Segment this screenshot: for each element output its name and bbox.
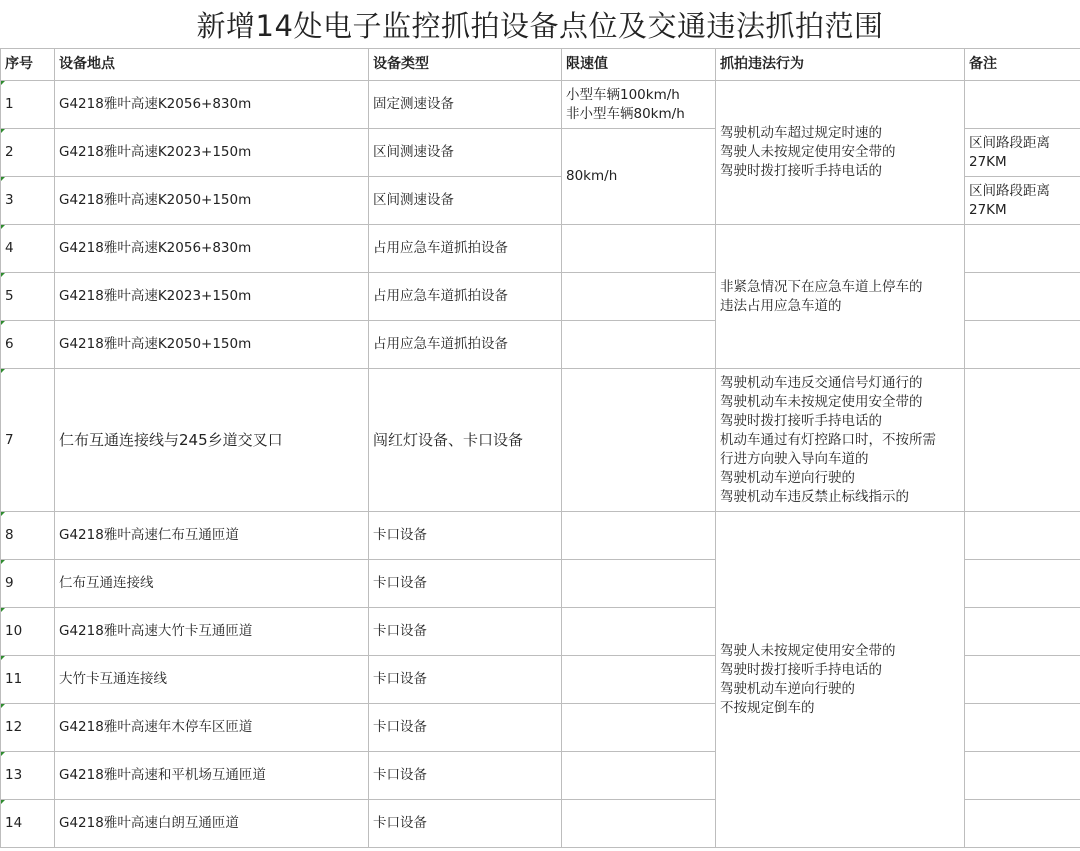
cell-remark [965,608,1080,656]
table-row [1,369,1080,512]
cell-speed [562,81,716,129]
cell-speed [562,752,716,800]
cell-location: G4218雅叶高速K2056+830m [55,225,369,273]
cell-type: 卡口设备 [369,800,562,848]
cell-violation-group-3 [716,369,965,512]
cell-remark [965,656,1080,704]
violation-line: 不按规定倒车的 [720,699,815,716]
cell-type: 卡口设备 [369,560,562,608]
cell-location: G4218雅叶高速K2050+150m [55,321,369,369]
cell-location: G4218雅叶高速年木停车区匝道 [55,704,369,752]
cell-location: 仁布互通连接线 [55,560,369,608]
cell-no: 10 [1,608,55,656]
cell-no: 11 [1,656,55,704]
cell-type: 卡口设备 [369,752,562,800]
cell-speed [562,656,716,704]
cell-speed [562,512,716,560]
cell-type: 卡口设备 [369,608,562,656]
cell-no: 7 [1,369,55,512]
cell-speed-merged: 80km/h [562,129,716,225]
cell-location: G4218雅叶高速K2050+150m [55,177,369,225]
cell-remark [965,512,1080,560]
speed-non-small-vehicle: 非小型车辆80km/h [566,106,685,122]
cell-speed [562,704,716,752]
cell-speed [562,608,716,656]
cell-violation-group-1 [716,81,965,225]
cell-no: 12 [1,704,55,752]
violation-line: 违法占用应急车道的 [720,297,842,314]
cell-no: 6 [1,321,55,369]
header-speed: 限速值 [562,49,716,81]
cell-speed [562,560,716,608]
cell-location: G4218雅叶高速K2056+830m [55,81,369,129]
cell-location: G4218雅叶高速大竹卡互通匝道 [55,608,369,656]
cell-type: 占用应急车道抓拍设备 [369,273,562,321]
cell-location: G4218雅叶高速白朗互通匝道 [55,800,369,848]
remark-line: 27KM [969,153,1007,170]
cell-violation-group-4 [716,512,965,848]
violation-line: 驾驶机动车超过规定时速的 [720,125,882,141]
cell-remark [965,273,1080,321]
header-row [1,49,1080,81]
cell-remark [965,321,1080,369]
violation-line: 非紧急情况下在应急车道上停车的 [720,278,923,295]
cell-location: 仁布互通连接线与245乡道交叉口 [55,369,369,512]
cell-speed [562,369,716,512]
page-title: 新增14处电子监控抓拍设备点位及交通违法抓拍范围 [196,9,884,43]
cell-speed [562,800,716,848]
remark-line: 27KM [969,201,1007,218]
cell-remark [965,81,1080,129]
cell-no: 3 [1,177,55,225]
cell-no: 2 [1,129,55,177]
cell-location: G4218雅叶高速和平机场互通匝道 [55,752,369,800]
header-violation: 抓拍违法行为 [716,49,965,81]
violation-line: 驾驶时拨打接听手持电话的 [720,661,882,678]
cell-type: 占用应急车道抓拍设备 [369,321,562,369]
speed-small-vehicle: 小型车辆100km/h [566,87,680,103]
cell-type: 卡口设备 [369,656,562,704]
cell-speed [562,321,716,369]
cell-type: 占用应急车道抓拍设备 [369,225,562,273]
cell-remark [965,800,1080,848]
header-location: 设备地点 [55,49,369,81]
table-row [1,81,1080,129]
cell-no: 9 [1,560,55,608]
remark-line: 区间路段距离 [969,134,1050,151]
remark-line: 区间路段距离 [969,182,1050,199]
cell-location: 大竹卡互通连接线 [55,656,369,704]
cell-remark [965,225,1080,273]
cell-no: 8 [1,512,55,560]
cell-location: G4218雅叶高速仁布互通匝道 [55,512,369,560]
header-remark: 备注 [965,49,1080,81]
cell-remark [965,369,1080,512]
cell-remark [965,704,1080,752]
cell-no: 5 [1,273,55,321]
violation-line: 驾驶人未按规定使用安全带的 [720,144,896,160]
cell-type: 区间测速设备 [369,129,562,177]
cell-location: G4218雅叶高速K2023+150m [55,273,369,321]
violation-line: 机动车通过有灯控路口时，不按所需 [720,431,936,448]
table-row [1,512,1080,560]
cell-remark [965,560,1080,608]
cell-no: 4 [1,225,55,273]
cell-type: 区间测速设备 [369,177,562,225]
monitoring-table [0,48,1080,848]
cell-type: 闯红灯设备、卡口设备 [369,369,562,512]
cell-no: 13 [1,752,55,800]
cell-location: G4218雅叶高速K2023+150m [55,129,369,177]
violation-line: 驾驶时拨打接听手持电话的 [720,412,882,429]
violation-line: 驾驶机动车违反禁止标线指示的 [720,488,909,505]
header-no: 序号 [1,49,55,81]
cell-violation-group-2 [716,225,965,369]
violation-line: 驾驶机动车逆向行驶的 [720,680,855,697]
cell-remark [965,752,1080,800]
cell-remark [965,177,1080,225]
violation-line: 驾驶机动车逆向行驶的 [720,469,855,486]
violation-line: 驾驶机动车未按规定使用安全带的 [720,393,923,410]
cell-no: 14 [1,800,55,848]
cell-remark [965,129,1080,177]
cell-speed [562,225,716,273]
table-row [1,225,1080,273]
cell-speed [562,273,716,321]
violation-line: 驾驶机动车违反交通信号灯通行的 [720,374,923,391]
cell-type: 固定测速设备 [369,81,562,129]
cell-no: 1 [1,81,55,129]
violation-line: 驾驶人未按规定使用安全带的 [720,642,896,659]
violation-line: 行进方向驶入导向车道的 [720,450,869,467]
cell-type: 卡口设备 [369,512,562,560]
violation-line: 驾驶时拨打接听手持电话的 [720,163,882,179]
cell-type: 卡口设备 [369,704,562,752]
header-type: 设备类型 [369,49,562,81]
